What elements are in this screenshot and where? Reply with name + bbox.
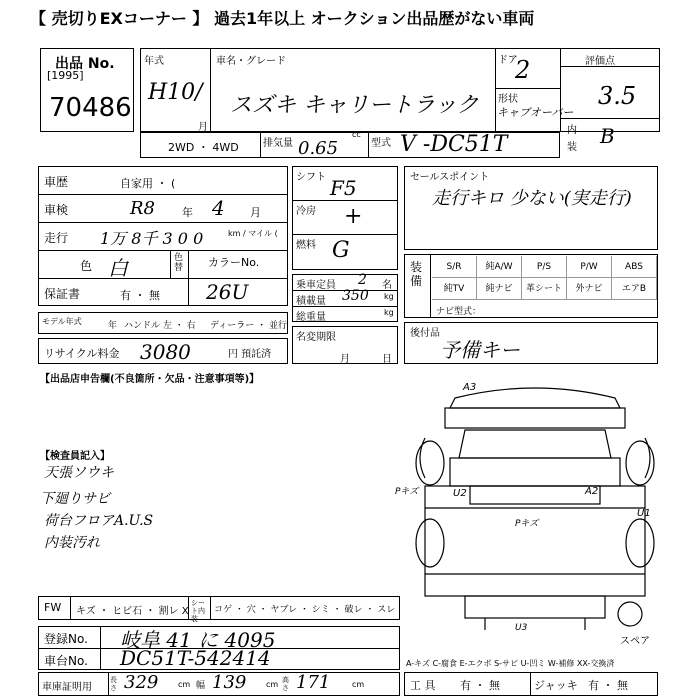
fw-opts: キズ ・ ヒビ石 ・ 割レ X — [76, 606, 189, 617]
load-unit: kg — [384, 292, 394, 301]
shift-label: シフト — [296, 172, 326, 183]
model-hw: V -DC51T — [400, 132, 508, 157]
inspection-month-hw: 4 — [212, 196, 225, 220]
equipment-cell: P/S — [522, 256, 567, 278]
diagram-mark-u2: U2 — [453, 488, 467, 499]
inspector-line-2: 下廻りサビ — [40, 491, 110, 507]
inspector-line-1: 天張ソウキ — [44, 465, 114, 481]
capacity-label: 乗車定員 — [296, 280, 336, 291]
length-hw: 329 — [124, 672, 159, 693]
touroku-hw: 岐阜 41 に 4095 — [120, 628, 276, 652]
tools-label: 工 具 — [410, 679, 436, 692]
shape-label: 形状 — [498, 94, 518, 105]
model-label: 型式 — [371, 138, 391, 149]
damage-legend: A-キズ C-腐食 E-エクボ S-サビ U-凹ミ W-補修 XX-交換済 — [406, 659, 615, 668]
namechange-label: 名変期限 — [296, 332, 336, 343]
equipment-cell: 純ナビ — [477, 278, 522, 300]
diagram-mark-u1: U1 — [637, 508, 651, 519]
seat-label: シート内装 — [191, 599, 205, 623]
height-hw: 171 — [296, 672, 331, 693]
equipment-label: 装備 — [410, 260, 423, 288]
color-hw: 白 — [108, 256, 128, 280]
ac-hw: + — [344, 204, 363, 229]
ac-label: 冷房 — [296, 206, 316, 217]
accessories-hw: 予備キー — [440, 338, 520, 362]
jack-label: ジャッキ — [534, 679, 578, 692]
interior-label-2: 装 — [567, 142, 577, 153]
inspection-label: 車検 — [44, 203, 69, 217]
capacity-hw: 2 — [358, 272, 367, 288]
cert-label: 車庫証明用 — [42, 682, 92, 693]
model-change-year: 年 — [108, 321, 118, 331]
diagram-mark-a2: A2 — [585, 486, 599, 497]
color-label: 色 — [80, 259, 93, 273]
sales-label: セールスポイント — [410, 172, 490, 183]
score-hw: 3.5 — [598, 82, 637, 110]
chassis-label: 車台No. — [44, 654, 88, 668]
width-unit: cm — [266, 680, 279, 689]
declaration-title: 【出品店申告欄(不良箇所・欠品・注意事項等)】 — [40, 374, 260, 385]
door-hw: 2 — [515, 56, 531, 84]
lot-box — [40, 48, 134, 132]
model-change-label: モデル年式 — [42, 317, 82, 326]
chassis-hw: DC51T-542414 — [120, 646, 271, 670]
carname-label: 車名・グレード — [216, 56, 286, 67]
gross-unit: kg — [384, 308, 394, 317]
handle: ハンドル 左 ・ 右 — [124, 321, 196, 331]
inspector-line-3: 荷台フロアA.U.S — [44, 513, 154, 529]
width-label: 幅 — [196, 681, 206, 691]
inspector-title: 【検査員記入】 — [40, 451, 110, 462]
diagram-mark-p2: Pキズ — [515, 519, 539, 529]
equipment-cell: 外ナビ — [567, 278, 612, 300]
car-diagram — [395, 378, 665, 648]
equipment-cell: 革シート — [522, 278, 567, 300]
interior-label-1: 内 — [567, 125, 577, 136]
height-unit: cm — [352, 680, 365, 689]
displacement-unit: cc — [352, 130, 361, 139]
equipment-cell: 純A/W — [477, 256, 522, 278]
mileage-unit: km / マイル ( — [228, 229, 278, 238]
dealer: ディーラー ・ 並行 — [210, 321, 288, 331]
equipment-cell: P/W — [567, 256, 612, 278]
recycle-hw: 3080 — [140, 340, 191, 364]
lot-year: [1995] — [47, 69, 84, 82]
diagram-mark-a3: A3 — [463, 382, 477, 393]
load-label: 積載量 — [296, 296, 326, 307]
width-hw: 139 — [212, 672, 247, 693]
lot-label: 出品 No. — [55, 56, 115, 72]
seat-opts: コゲ ・ 穴 ・ ヤブレ ・ シミ ・ 破レ ・ スレ — [214, 605, 396, 615]
height-label: 高さ — [282, 676, 289, 692]
recycle-unit: 円 預託済 — [228, 349, 272, 360]
jack-opts: 有 ・ 無 — [588, 679, 628, 692]
inspection-year: 年 — [182, 206, 193, 219]
shift-hw: F5 — [330, 176, 357, 200]
gross-label: 総重量 — [296, 312, 326, 323]
inspector-line-4: 内装汚れ — [44, 535, 100, 551]
interior-hw: B — [600, 124, 615, 148]
warranty-label: 保証書 — [44, 287, 81, 301]
inspection-hw: R8 — [130, 198, 156, 219]
shape-hw: キャブオーバー — [497, 106, 574, 119]
history-label: 車歴 — [44, 175, 69, 189]
mileage-label: 走行 — [44, 231, 69, 245]
fuel-hw: G — [332, 238, 350, 263]
touroku-label: 登録No. — [44, 632, 88, 646]
mileage-hw: 1万 8千 3 0 0 — [100, 229, 204, 248]
banner-title: 【 売切りEXコーナー 】 過去1年以上 オークション出品歴がない車両 — [30, 9, 535, 28]
equipment-cell: 純TV — [432, 278, 477, 300]
load-hw: 350 — [342, 288, 369, 304]
recycle-label: リサイクル料金 — [44, 347, 120, 360]
colorno-label: カラーNo. — [208, 256, 260, 269]
equipment-cell: エアB — [612, 278, 657, 300]
warranty-opts: 有 ・ 無 — [120, 289, 160, 302]
inspection-month: 月 — [250, 206, 261, 219]
diagram-mark-p1: Pキズ — [395, 487, 419, 497]
capacity-unit: 名 — [382, 280, 392, 291]
length-label: 長さ — [110, 676, 117, 692]
sales-hw: 走行キロ 少ない(実走行) — [432, 188, 632, 209]
score-label: 評価点 — [585, 56, 615, 67]
nenshiki-label: 年式 — [144, 56, 164, 67]
equipment-cell: ABS — [612, 256, 657, 278]
lot-number: 70486 — [49, 93, 132, 123]
door-label: ドア — [498, 55, 518, 66]
colorno-hw: 26U — [206, 280, 249, 304]
displacement-label: 排気量 — [263, 138, 293, 149]
month-unit: 月 — [198, 122, 208, 133]
year-hw: H10/ — [148, 80, 203, 105]
tools-opts: 有 ・ 無 — [460, 679, 500, 692]
fuel-label: 燃料 — [296, 240, 316, 251]
color-change: 色替 — [174, 253, 184, 273]
equipment-cell: S/R — [432, 256, 477, 278]
namechange-day: 日 — [382, 354, 392, 365]
history-opts: 自家用 ・ ( — [120, 177, 176, 190]
namechange-month: 月 — [340, 354, 350, 365]
fw-label: FW — [44, 601, 62, 614]
navi-label: ナビ型式： — [436, 307, 482, 317]
spare-label: スペア — [620, 636, 650, 647]
diagram-mark-u3: U3 — [515, 623, 528, 633]
length-unit: cm — [178, 680, 191, 689]
displacement-hw: 0.65 — [298, 138, 339, 159]
drive-text: 2WD ・ 4WD — [168, 141, 239, 154]
carname-hw: スズキ キャリートラック — [230, 93, 479, 118]
accessories-label: 後付品 — [410, 328, 440, 339]
